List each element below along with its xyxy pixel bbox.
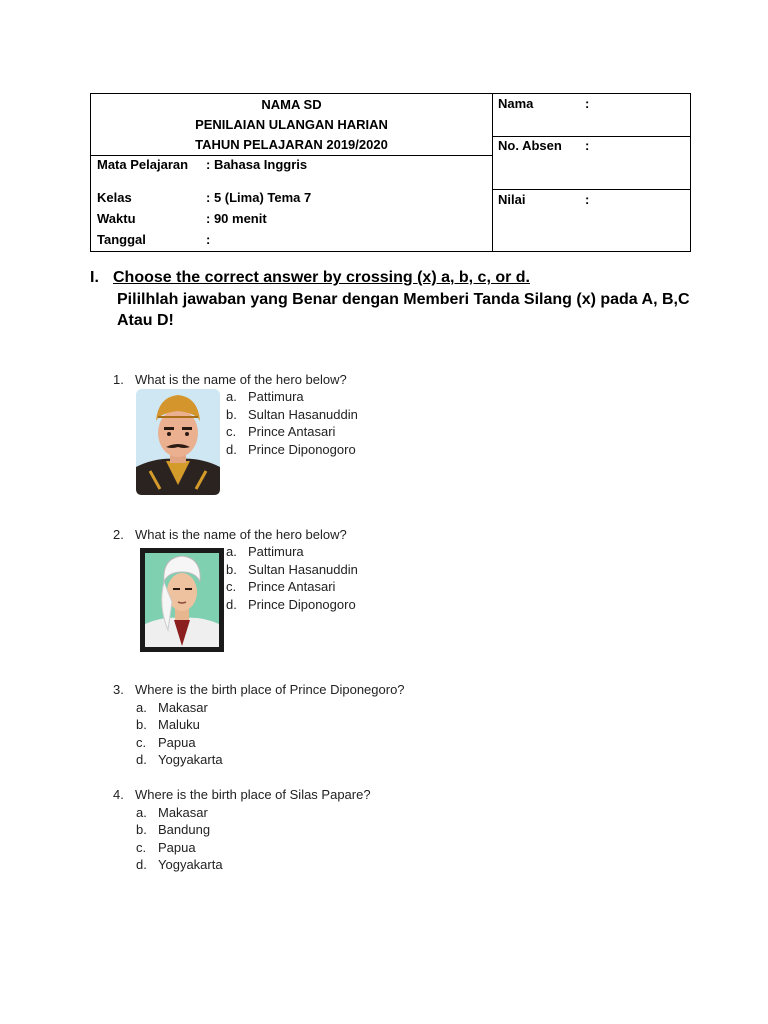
option-letter: b. bbox=[226, 407, 237, 422]
option-letter: c. bbox=[226, 424, 237, 439]
option-letter: c. bbox=[136, 840, 147, 855]
option-text: Prince Antasari bbox=[248, 424, 336, 439]
option-text: Makasar bbox=[158, 700, 208, 715]
instruction-english: Choose the correct answer by crossing (x) a, b, c, or d. bbox=[113, 269, 530, 286]
school-name: NAMA SD bbox=[261, 97, 322, 112]
option-text: Papua bbox=[158, 840, 196, 855]
option-letter: d. bbox=[226, 597, 237, 612]
option-letter: b. bbox=[136, 822, 147, 837]
option-text: Sultan Hasanuddin bbox=[248, 407, 358, 422]
option-text: Prince Antasari bbox=[248, 579, 336, 594]
info-label: Mata Pelajaran bbox=[97, 157, 189, 172]
question-text: Where is the birth place of Prince Diponegoro? bbox=[135, 682, 405, 697]
header-title-block bbox=[91, 94, 492, 156]
question-number: 3. bbox=[113, 682, 124, 697]
option-letter: a. bbox=[136, 700, 147, 715]
info-value: : Bahasa Inggris bbox=[206, 157, 308, 172]
option-text: Prince Diponogoro bbox=[248, 597, 356, 612]
absent-number-colon: : bbox=[585, 138, 590, 153]
question-text: What is the name of the hero below? bbox=[135, 527, 347, 542]
hero-portrait-turban-image bbox=[138, 546, 226, 659]
name-colon: : bbox=[585, 96, 590, 111]
option-text: Yogyakarta bbox=[158, 857, 223, 872]
score-field[interactable] bbox=[492, 190, 690, 250]
name-label: Nama bbox=[498, 96, 534, 111]
question-text: Where is the birth place of Silas Papare? bbox=[135, 787, 371, 802]
question-number: 2. bbox=[113, 527, 124, 542]
absent-number-field[interactable] bbox=[492, 136, 690, 190]
score-colon: : bbox=[585, 192, 590, 207]
question-text: What is the name of the hero below? bbox=[135, 372, 347, 387]
option-letter: a. bbox=[226, 389, 237, 404]
option-text: Yogyakarta bbox=[158, 752, 223, 767]
school-year: TAHUN PELAJARAN 2019/2020 bbox=[195, 137, 388, 152]
score-label: Nilai bbox=[498, 192, 526, 207]
option-letter: d. bbox=[136, 857, 147, 872]
option-text: Makasar bbox=[158, 805, 208, 820]
info-label: Kelas bbox=[97, 190, 132, 205]
option-text: Pattimura bbox=[248, 389, 304, 404]
option-letter: a. bbox=[136, 805, 147, 820]
question-number: 1. bbox=[113, 372, 124, 387]
section-number: I. bbox=[90, 269, 99, 286]
info-value: : 90 menit bbox=[206, 211, 267, 226]
question-number: 4. bbox=[113, 787, 124, 802]
option-letter: d. bbox=[136, 752, 147, 767]
header-left bbox=[91, 94, 493, 251]
header-right bbox=[492, 94, 690, 251]
absent-number-label: No. Absen bbox=[498, 138, 562, 153]
option-text: Bandung bbox=[158, 822, 211, 837]
option-letter: b. bbox=[226, 562, 237, 577]
instruction-indonesian: Pililhlah jawaban yang Benar dengan Memberi Tanda Silang (x) pada A, B,C Atau D! bbox=[117, 291, 690, 329]
option-letter: d. bbox=[226, 442, 237, 457]
option-text: Papua bbox=[158, 735, 196, 750]
option-text: Pattimura bbox=[248, 544, 304, 559]
header-table bbox=[90, 93, 691, 252]
option-letter: a. bbox=[226, 544, 237, 559]
info-value: : bbox=[206, 232, 211, 247]
info-value: : 5 (Lima) Tema 7 bbox=[206, 190, 312, 205]
exam-name: PENILAIAN ULANGAN HARIAN bbox=[195, 117, 388, 132]
option-letter: c. bbox=[136, 735, 147, 750]
option-letter: b. bbox=[136, 717, 147, 732]
option-letter: c. bbox=[226, 579, 237, 594]
name-field[interactable] bbox=[492, 94, 690, 137]
option-text: Sultan Hasanuddin bbox=[248, 562, 358, 577]
option-text: Prince Diponogoro bbox=[248, 442, 356, 457]
info-label: Waktu bbox=[97, 211, 136, 226]
hero-portrait-blangkon-image bbox=[136, 389, 220, 500]
option-text: Maluku bbox=[158, 717, 200, 732]
info-label: Tanggal bbox=[97, 232, 146, 247]
